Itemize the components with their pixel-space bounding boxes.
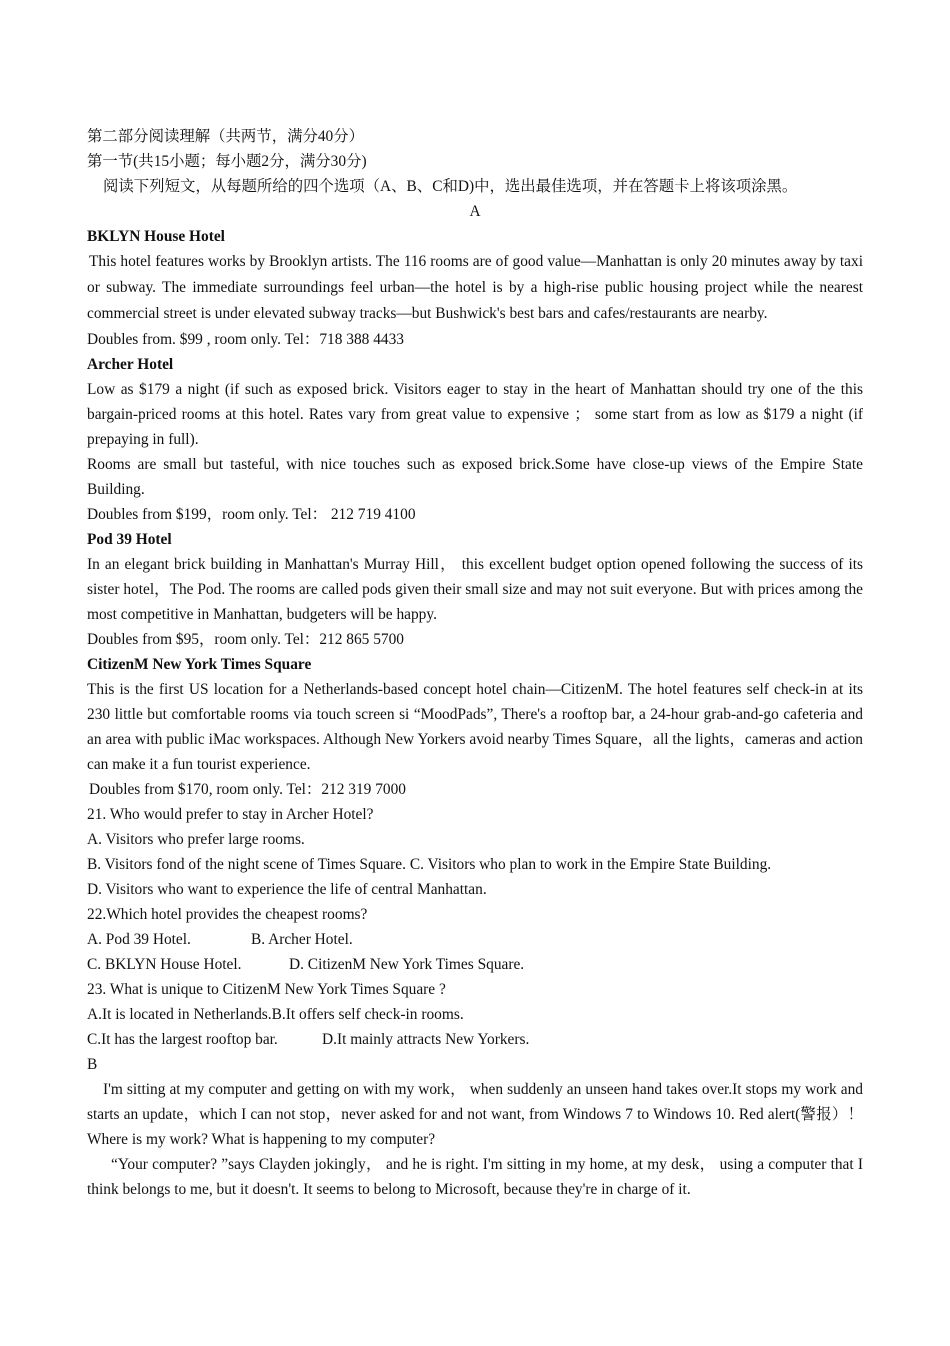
question-23-options-cd — [87, 1027, 863, 1052]
question-23-option-ab: A.It is located in Netherlands.B.It offers self check-in rooms. — [87, 1006, 464, 1023]
question-22-options-ab — [87, 927, 863, 952]
hotel-text-archer-1: Low as $179 a night (if such as exposed brick. Visitors eager to stay in the heart of Manhattan should try one of the this bargain-priced rooms at this hotel. Rates vary from great value to expensive ； some start from as low as $179 a night (if prepaying in full). — [87, 381, 863, 448]
hotel-text-citizenm: This is the first US location for a Netherlands-based concept hotel chain—CitizenM. The hotel features self check-in at its 230 little but comfortable rooms via touch screen si “MoodPads”, There's a rooftop bar, a 24-hour grab-and-go cafeteria and an area with public iMac workspaces. Although New Yorkers avoid nearby Times Square，all the lights，cameras and action can make it a fun tourist experience. — [87, 681, 863, 773]
question-21-stem: 21. Who would prefer to stay in Archer Hotel? — [87, 806, 374, 823]
hotel-text-archer-2: Rooms are small but tasteful, with nice touches such as exposed brick.Some have close-up views of the Empire State Building. — [87, 456, 863, 498]
question-21-option-bc: B. Visitors fond of the night scene of Times Square. C. Visitors who plan to work in the Empire State Building. — [87, 856, 772, 873]
exam-page — [87, 124, 863, 1202]
question-22-option-a: A. Pod 39 Hotel. — [87, 931, 191, 948]
question-22-option-b: B. Archer Hotel. — [251, 931, 353, 948]
question-22-stem: 22.Which hotel provides the cheapest rooms? — [87, 906, 368, 923]
question-22-options-cd — [87, 952, 863, 977]
hotel-text-bklyn: This hotel features works by Brooklyn artists. The 116 rooms are of good value—Manhattan is only 20 minutes away by taxi or subway. The immediate surroundings feel urban—the hotel is by a high-rise public housing project while the nearest commercial street is under elevated subway tracks—but Bushwick's best bars and cafes/restaurants are nearby. — [87, 253, 863, 322]
hotel-name-archer: Archer Hotel — [87, 356, 174, 373]
passage-a-label: A — [469, 203, 481, 220]
question-21-option-a: A. Visitors who prefer large rooms. — [87, 831, 305, 848]
question-23-option-c: C.It has the largest rooftop bar. — [87, 1031, 278, 1048]
passage-b-label: B — [87, 1056, 98, 1073]
hotel-price-pod39: Doubles from $95，room only. Tel：212 865 5700 — [87, 631, 404, 648]
hotel-price-archer: Doubles from $199，room only. Tel： 212 719 4100 — [87, 506, 416, 523]
hotel-text-pod39: In an elegant brick building in Manhattan's Murray Hill， this excellent budget option opened following the success of its sister hotel，The Pod. The rooms are called pods given their small size and may not suit everyone. But with prices among the most competitive in Manhattan, budgeters will be happy. — [87, 556, 863, 623]
passage-b-paragraph-2: “Your computer? ”says Clayden jokingly， and he is right. I'm sitting in my home, at my desk， using a computer that I think belongs to me, but it doesn't. It seems to belong to Microsoft, because they're in charge of it. — [87, 1156, 863, 1198]
hotel-price-bklyn: Doubles from. $99 , room only. Tel：718 388 4433 — [87, 331, 404, 348]
question-23-stem: 23. What is unique to CitizenM New York Times Square ? — [87, 981, 446, 998]
instructions: 阅读下列短文，从每题所给的四个选项（A、B、C和D)中，选出最佳选项，并在答题卡上将该项涂黑。 — [103, 178, 798, 195]
hotel-name-pod39: Pod 39 Hotel — [87, 531, 172, 548]
question-22-option-c: C. BKLYN House Hotel. — [87, 956, 242, 973]
passage-b-paragraph-1: I'm sitting at my computer and getting on with my work， when suddenly an unseen hand takes over.It stops my work and starts an update，which I can not stop，never asked for and not want, from Windows 7 to Windows 10. Red alert(警报）！ Where is my work? What is happening to my computer? — [87, 1081, 863, 1148]
question-22-option-d: D. CitizenM New York Times Square. — [289, 956, 525, 973]
hotel-name-citizenm: CitizenM New York Times Square — [87, 656, 312, 673]
part-title: 第二部分阅读理解（共两节，满分40分） — [87, 128, 365, 145]
question-23-option-d: D.It mainly attracts New Yorkers. — [322, 1031, 530, 1048]
section-title: 第一节(共15小题；每小题2分，满分30分) — [87, 153, 367, 170]
question-21-option-d: D. Visitors who want to experience the life of central Manhattan. — [87, 881, 487, 898]
hotel-name-bklyn: BKLYN House Hotel — [87, 228, 225, 245]
hotel-price-citizenm: Doubles from $170, room only. Tel：212 319 7000 — [89, 781, 406, 798]
